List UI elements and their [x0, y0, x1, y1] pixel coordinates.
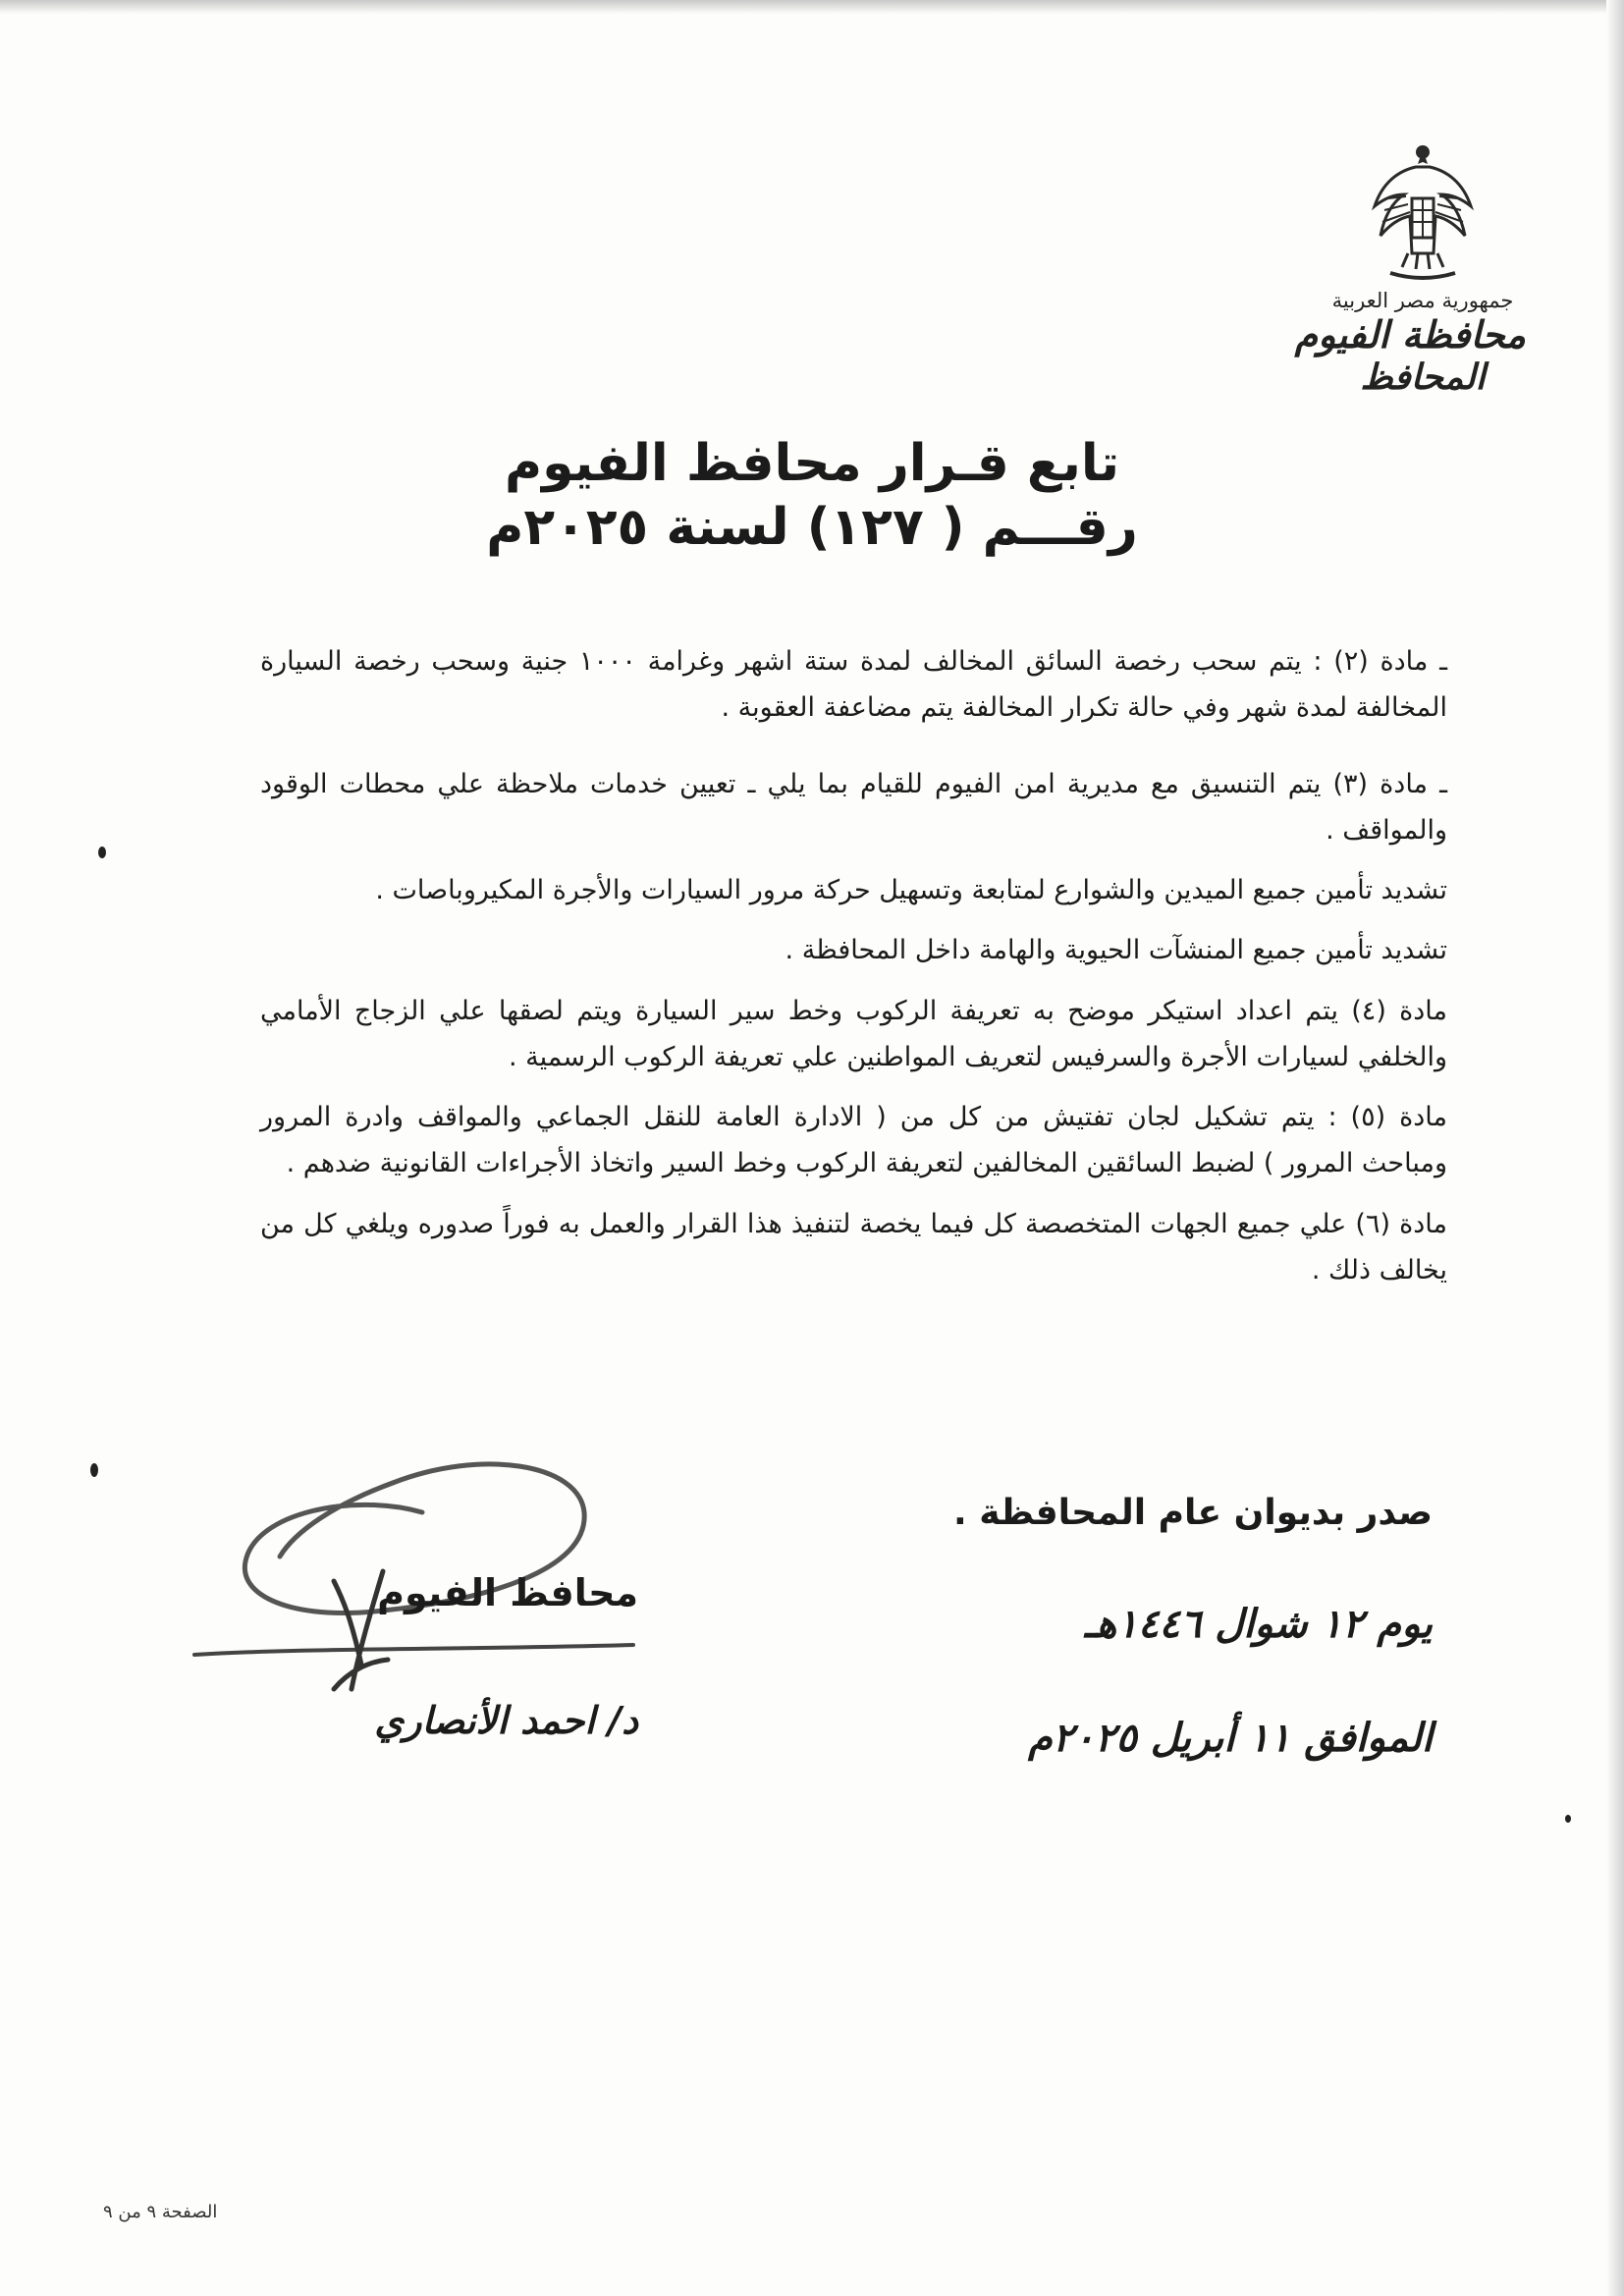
article-6: مادة (٦) علي جميع الجهات المتخصصة كل فيما يخصة لتنفيذ هذا القرار والعمل به فوراً صدوره ويلغي كل من يخالف ذلك . — [260, 1208, 1447, 1285]
hijri-date: يوم ١٢ شوال ١٤٤٦هـ — [1084, 1602, 1433, 1647]
article-2: ـ مادة (٢) : يتم سحب رخصة السائق المخالف لمدة ستة اشهر وغرامة ١٠٠٠ جنية وسحب رخصة السيارة المخالفة لمدة شهر وفي حالة تكرار المخالفة يتم مضاعفة العقوبة . — [260, 646, 1447, 724]
article-3-item-2: تشديد تأمين جميع المنشآت الحيوية والهامة داخل المحافظة . — [785, 935, 1447, 966]
decree-title — [0, 432, 1624, 560]
title-line-2: رقـــم ( ١٢٧) لسنة ٢٠٢٥م — [486, 498, 1138, 557]
country-name: جمهورية مصر العربية — [1331, 289, 1514, 312]
scan-speck — [1565, 1815, 1571, 1823]
article-3: ـ مادة (٣) يتم التنسيق مع مديرية امن الفيوم للقيام بما يلي ـ تعيين خدمات ملاحظة علي محطات الوقود والمواقف . — [260, 768, 1447, 846]
governorate-header — [1294, 137, 1526, 398]
scan-edge-right — [1606, 0, 1624, 2296]
scan-speck — [90, 1463, 98, 1477]
scan-speck — [98, 847, 106, 858]
page-number: الصفحة ٩ من ٩ — [103, 2202, 218, 2222]
article-5: مادة (٥) : يتم تشكيل لجان تفتيش من كل من ( الادارة العامة للنقل الجماعي والمواقف وادرة المرور ومباحث المرور ) لضبط السائقين المخالفين لتعريفة الركوب وخط السير واتخاذ الأجراءات القانونية ضدهم . — [260, 1102, 1447, 1179]
closing-block — [922, 1493, 1433, 1830]
signatory-title: محافظ الفيوم — [377, 1571, 638, 1614]
scan-edge-top — [0, 0, 1624, 14]
gregorian-date: الموافق ١١ أبريل ٢٠٢٥م — [1028, 1716, 1433, 1761]
governorate-name: محافظة الفيوم — [1294, 313, 1526, 357]
signatory-name: د/ احمد الأنصاري — [374, 1699, 638, 1742]
title-line-1: تابع قـرار محافظ الفيوم — [505, 434, 1119, 493]
article-3-item-1: تشديد تأمين جميع الميدين والشوارع لمتابعة وتسهيل حركة مرور السيارات والأجرة المكيروباصات . — [375, 875, 1447, 905]
governor-office: المحافظ — [1360, 356, 1486, 398]
issued-statement: صدر بديوان عام المحافظة . — [952, 1493, 1433, 1533]
article-4: مادة (٤) يتم اعداد استيكر موضح به تعريفة الركوب وخط سير السيارة ويتم لصقها علي الزجاج الأمامي والخلفي لسيارات الأجرة والسرفيس لتعريف المواطنين علي تعريفة الركوب الرسمية . — [260, 995, 1447, 1072]
decree-body — [260, 638, 1447, 1323]
eagle-emblem-icon — [1369, 137, 1477, 285]
signature-block — [187, 1453, 638, 1787]
